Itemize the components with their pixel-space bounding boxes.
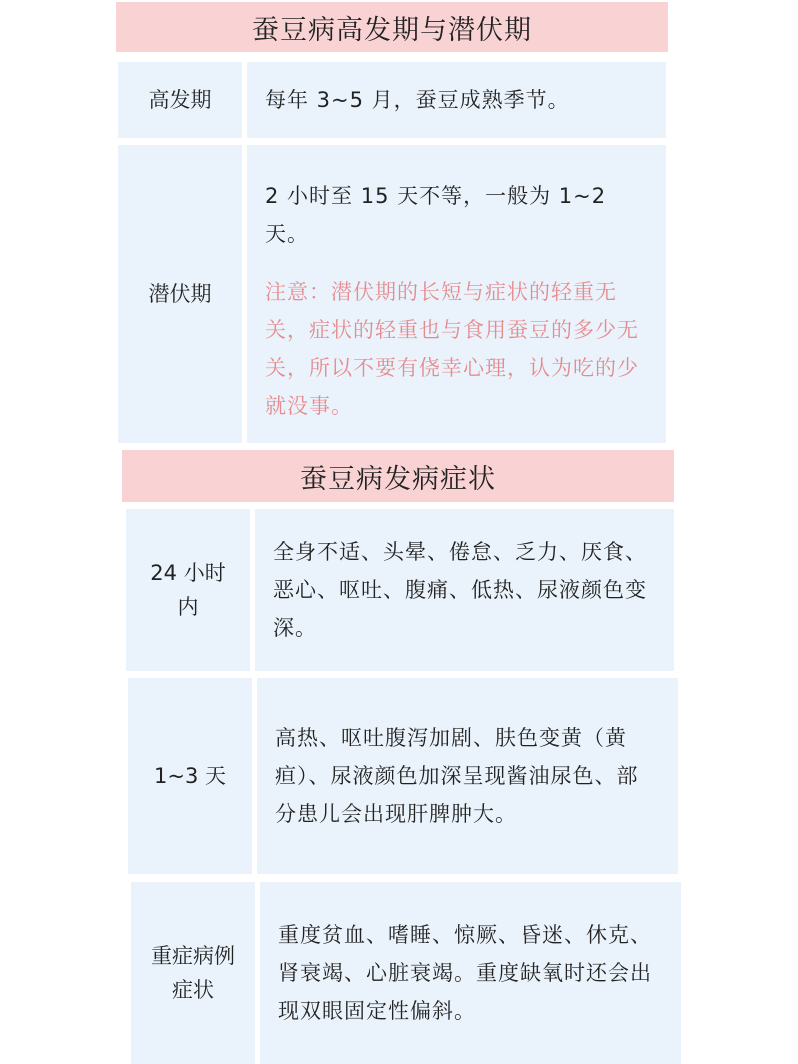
label-text: 潜伏期 bbox=[148, 282, 212, 306]
label-text: 高发期 bbox=[148, 88, 212, 112]
content-text: 重度贫血、嗜睡、惊厥、昏迷、休克、肾衰竭、心脏衰竭。重度缺氧时还会出现双眼固定性偏斜。 bbox=[278, 923, 652, 1023]
content-text: 2 小时至 15 天不等，一般为 1~2 天。 bbox=[265, 184, 607, 246]
section-title-symptoms: 蚕豆病发病症状 bbox=[122, 450, 674, 502]
row-label-1-3-days bbox=[128, 678, 252, 874]
row-label-24h bbox=[126, 509, 250, 671]
row-content-24h bbox=[255, 509, 674, 671]
label-text: 1~3 天 bbox=[154, 764, 226, 788]
note-text: 注意：潜伏期的长短与症状的轻重无关，症状的轻重也与食用蚕豆的多少无关，所以不要有侥幸心理，认为吃的少就没事。 bbox=[265, 280, 639, 418]
row-label-incubation bbox=[118, 145, 242, 443]
content-text: 高热、呕吐腹泻加剧、肤色变黄（黄疸）、尿液颜色加深呈现酱油尿色、部分患儿会出现肝脾肿大。 bbox=[275, 726, 639, 826]
row-content-1-3-days bbox=[257, 678, 678, 874]
row-content-incubation bbox=[247, 145, 666, 443]
label-text: 重症病例症状 bbox=[151, 944, 235, 1002]
label-text: 24 小时内 bbox=[150, 561, 226, 619]
row-content-severe bbox=[260, 882, 681, 1064]
row-label-peak-season bbox=[118, 62, 242, 138]
content-text: 全身不适、头晕、倦怠、乏力、厌食、恶心、呕吐、腹痛、低热、尿液颜色变深。 bbox=[273, 540, 647, 640]
section-title-incubation: 蚕豆病高发期与潜伏期 bbox=[116, 2, 668, 52]
row-label-severe bbox=[131, 882, 255, 1064]
content-text: 每年 3~5 月，蚕豆成熟季节。 bbox=[265, 88, 570, 112]
row-content-peak-season bbox=[247, 62, 666, 138]
